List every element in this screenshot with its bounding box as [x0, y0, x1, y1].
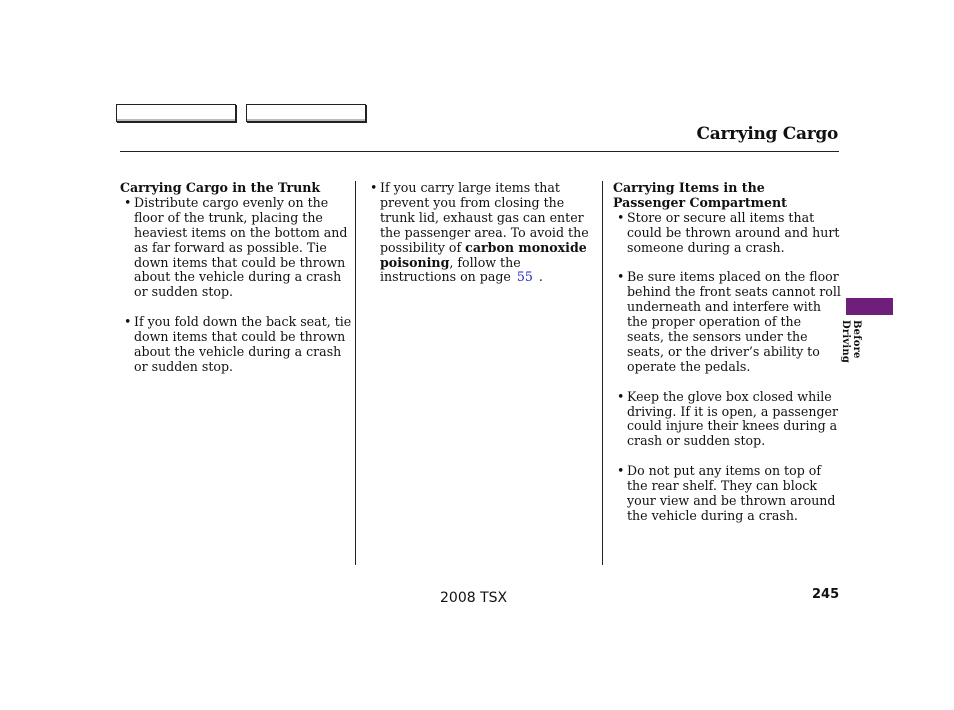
page-title: Carrying Cargo: [696, 124, 838, 144]
column-divider: [355, 181, 356, 565]
list-item-text: Do not put any items on top of the rear shelf. They can block your view and be thrown around the vehicle during a crash.: [627, 463, 836, 523]
list-item: [366, 181, 594, 285]
bullet-icon: •: [370, 180, 378, 195]
bullet-icon: •: [617, 463, 625, 479]
footer-model: 2008 TSX: [440, 590, 508, 606]
list-item-text: , follow the instructions on page: [380, 254, 521, 285]
column-right: [613, 181, 841, 539]
list-item-text: Distribute cargo evenly on the floor of the trunk, placing the heaviest items on the bottom and as far forward as possible. Tie down items that could be thrown about the vehicle during a crash or sudden stop.: [134, 194, 348, 300]
column-left: [120, 181, 352, 390]
list-item-text: Store or secure all items that could be thrown around and hurt someone during a crash.: [627, 209, 840, 255]
title-rule: [120, 151, 839, 152]
section-tab-label: Before Driving: [840, 320, 862, 364]
list-item-text: If you carry large items that prevent you from closing the trunk lid, exhaust gas can enter the passenger area. To avoid the possibility of: [380, 180, 589, 255]
list-item: [120, 315, 352, 375]
section-tab-marker[interactable]: [846, 298, 893, 315]
list-item: [613, 211, 841, 256]
column-middle: [366, 181, 594, 300]
bullet-icon: •: [617, 269, 625, 285]
list-item-text: Keep the glove box closed while driving. If it is open, a passenger could injure their knees during a crash or sudden stop.: [627, 388, 838, 449]
page-number: 245: [812, 587, 840, 602]
list-item-text: Be sure items placed on the floor behind the front seats cannot roll underneath and interfere with the proper operation of the seats, the sensors under the seats, or the driver’s ability to operate the pedals.: [627, 269, 841, 374]
nav-button-table-of-contents[interactable]: [246, 104, 366, 122]
list-item: [613, 464, 841, 524]
section-heading-trunk: Carrying Cargo in the Trunk: [120, 180, 321, 195]
column-divider: [602, 181, 603, 565]
list-item: [613, 270, 841, 374]
list-item: [613, 390, 841, 450]
list-item-text: .: [538, 269, 543, 285]
list-item-text: If you fold down the back seat, tie down items that could be thrown about the vehicle during a crash or sudden stop.: [134, 314, 352, 374]
bullet-icon: •: [124, 194, 132, 210]
warning-term: carbon monoxide poisoning: [380, 239, 587, 270]
page-link[interactable]: 55: [516, 269, 533, 285]
list-item: [120, 196, 352, 300]
bullet-icon: •: [124, 314, 132, 330]
bullet-icon: •: [617, 209, 625, 225]
bullet-icon: •: [617, 388, 625, 404]
section-heading-passenger: Carrying Items in the Passenger Compartment: [613, 180, 787, 210]
nav-button-main-menu[interactable]: [116, 104, 236, 122]
